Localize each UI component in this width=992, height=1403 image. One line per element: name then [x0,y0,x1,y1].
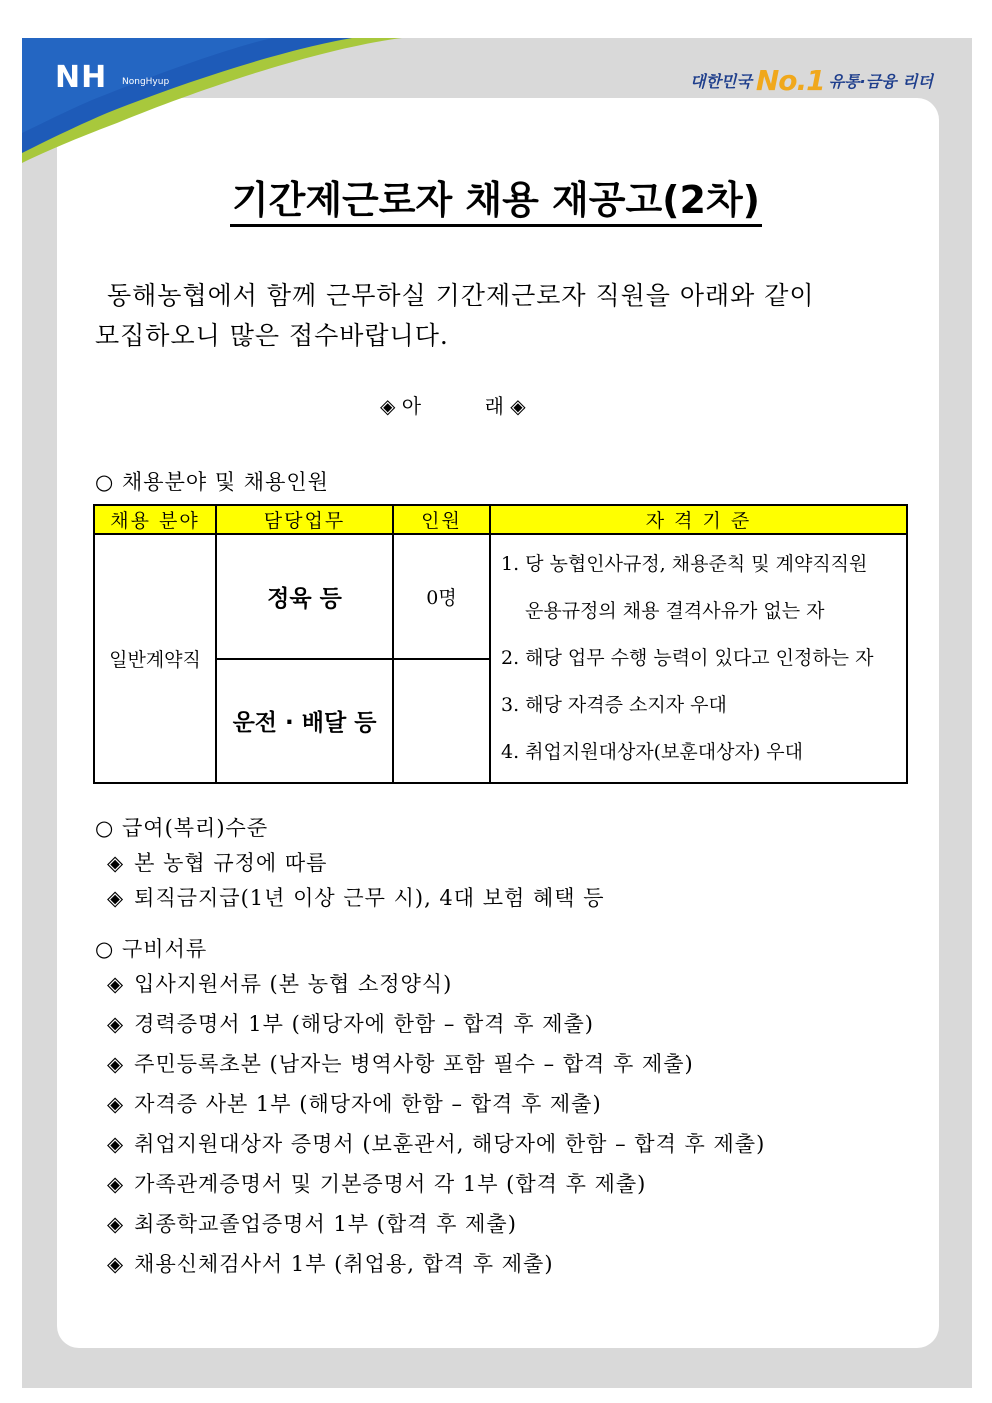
list-item: ◈ 주민등록초본 (남자는 병역사항 포함 필수 – 합격 후 제출) [107,1052,694,1076]
diamond-bullet-icon: ◈ [107,1252,125,1276]
diamond-bullet-icon: ◈ [107,886,125,910]
diamond-bullet-icon: ◈ [107,972,125,996]
diamond-bullet-icon: ◈ [107,1092,125,1116]
table-header-duty: 담당업무 [216,505,393,534]
notice-heading: ◈ 아 래 ◈ [380,394,526,418]
recruitment-table [93,504,908,784]
diamond-bullet-icon: ◈ [107,1172,125,1196]
list-item: ◈ 자격증 사본 1부 (해당자에 한함 – 합격 후 제출) [107,1092,602,1116]
criteria-item: 1. 당 농협인사규정, 채용준칙 및 계약직직원 [501,553,868,575]
page-title [0,178,992,224]
nh-logo-subtitle: NongHyup [122,77,170,87]
table-cell-criteria [490,534,907,783]
section-heading-salary: ○ 급여(복리)수준 [95,816,269,840]
criteria-item: 4. 취업지원대상자(보훈대상자) 우대 [501,741,803,763]
section-heading-recruitment: ○ 채용분야 및 채용인원 [95,470,329,494]
intro-paragraph [95,276,895,356]
nh-brand-swoosh [22,38,402,163]
diamond-bullet-icon: ◈ [107,1212,125,1236]
slogan-pre: 대한민국 [690,71,752,91]
table-cell-duty-2: 운전 · 배달 등 [216,659,393,784]
list-item: ◈ 가족관계증명서 및 기본증명서 각 1부 (합격 후 제출) [107,1172,647,1196]
criteria-item: 3. 해당 자격증 소지자 우대 [501,694,727,716]
table-cell-field: 일반계약직 [94,534,216,783]
list-item: ◈ 채용신체검사서 1부 (취업용, 합격 후 제출) [107,1252,554,1276]
diamond-bullet-icon: ◈ [107,851,125,875]
table-cell-duty-1: 정육 등 [216,534,393,659]
table-cell-count: 0명 [393,534,490,659]
diamond-bullet-icon: ◈ [107,1012,125,1036]
slogan [690,60,933,100]
list-item: ◈ 입사지원서류 (본 농협 소정양식) [107,972,453,996]
list-item: ◈ 경력증명서 1부 (해당자에 한함 – 합격 후 제출) [107,1012,594,1036]
table-cell-count-empty [393,659,490,784]
table-header-criteria: 자 격 기 준 [490,505,907,534]
list-item: ◈ 취업지원대상자 증명서 (보훈관서, 해당자에 한함 – 합격 후 제출) [107,1132,766,1156]
criteria-item: 2. 해당 업무 수행 능력이 있다고 인정하는 자 [501,647,874,669]
table-row [94,534,907,659]
diamond-bullet-icon: ◈ [107,1052,125,1076]
intro-line-2: 모집하오니 많은 접수바랍니다. [95,321,449,350]
list-item: ◈ 본 농협 규정에 따름 [107,851,328,875]
slogan-no1: No.1 [755,63,825,97]
section-heading-documents: ○ 구비서류 [95,937,208,961]
nh-logo: NH [55,60,108,95]
table-header-count: 인원 [393,505,490,534]
list-item: ◈ 최종학교졸업증명서 1부 (합격 후 제출) [107,1212,517,1236]
table-header-field: 채용 분야 [94,505,216,534]
table-header-row [94,505,907,534]
intro-line-1: 동해농협에서 함께 근무하실 기간제근로자 직원을 아래와 같이 [107,281,815,310]
page-title-text: 기간제근로자 채용 재공고(2차) [230,178,762,227]
diamond-bullet-icon: ◈ [107,1132,125,1156]
list-item: ◈ 퇴직금지급(1년 이상 근무 시), 4대 보험 혜택 등 [107,886,605,910]
criteria-item: 운용규정의 채용 결격사유가 없는 자 [525,600,825,622]
slogan-post: 유통·금융 리더 [828,71,934,91]
